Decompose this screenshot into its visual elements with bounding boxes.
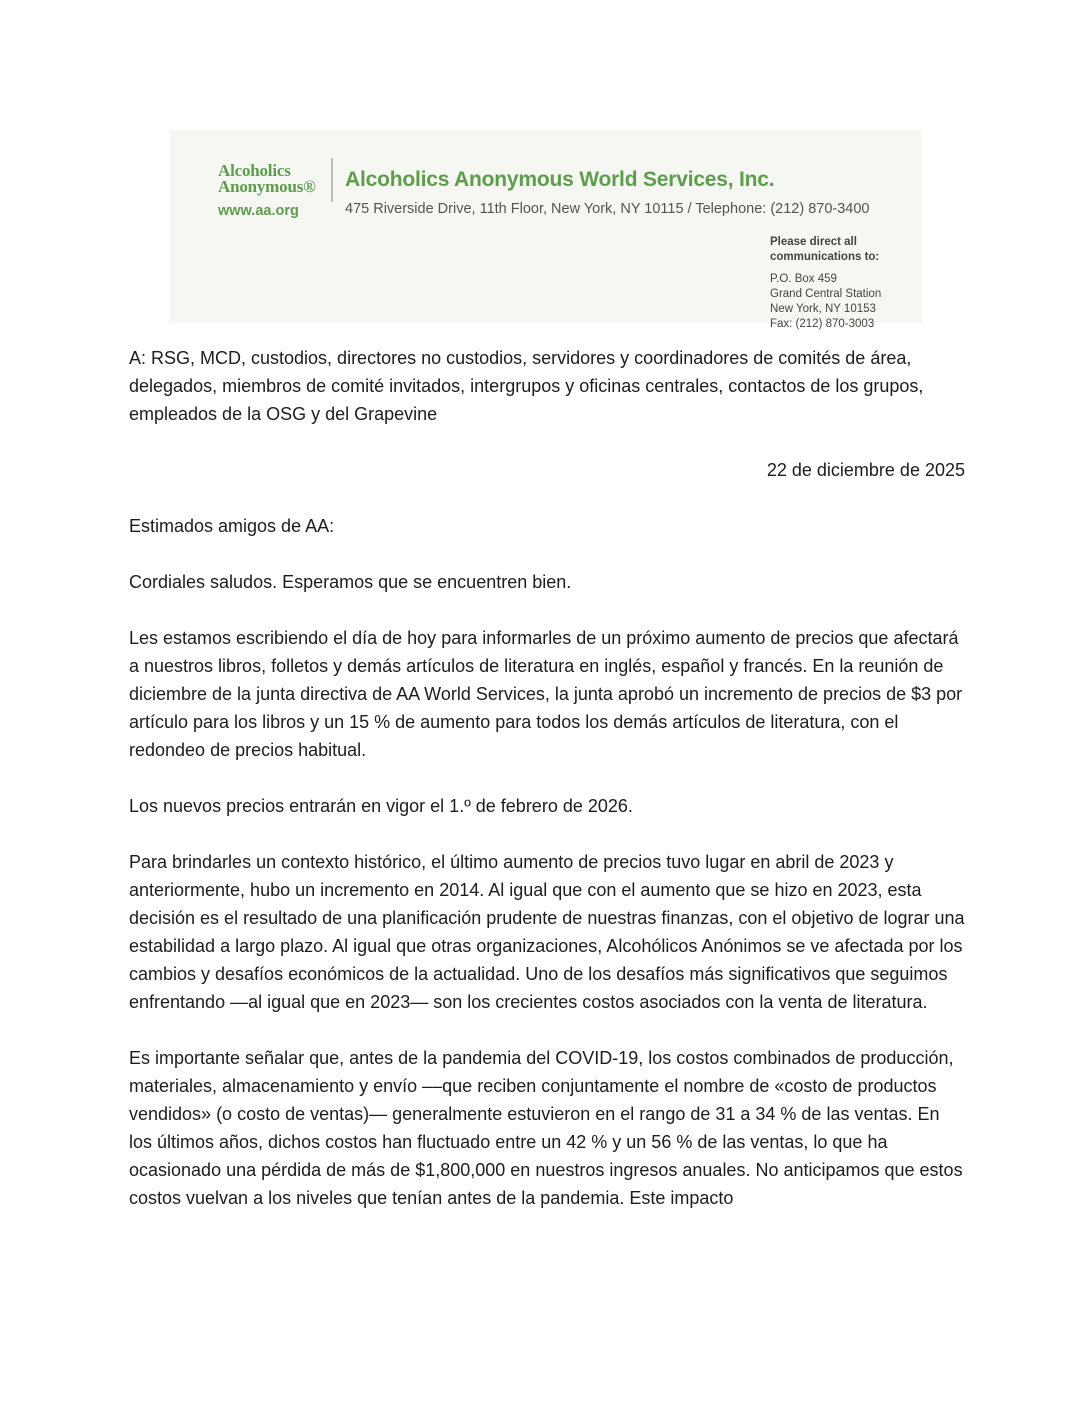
body-paragraph-announcement: Les estamos escribiendo el día de hoy para informarles de un próximo aumento de precios que afectará a nuestros libros, folletos y demás artículos de literatura en inglés, español y francés. En la reunión de diciembre de la junta directiva de AA World Services, la junta aprobó un incremento de precios de $3 por artículo para los libros y un 15 % de aumento para todos los demás artículos de literatura, con el redondeo de precios habitual. — [129, 628, 963, 760]
body-paragraph-historical-context: Para brindarles un contexto histórico, el último aumento de precios tuvo lugar en abril de 2023 y anteriormente, hubo un incremento en 2014. Al igual que con el aumento que se hizo en 2023, esta decisión es el resultado de una planificación prudente de nuestras finanzas, con el objetivo de lograr una estabilidad a largo plazo. Al igual que otras organizaciones, Alcohólicos Anónimos se ve afectada por los cambios y desafíos económicos de la actualidad. Uno de los desafíos más significativos que seguimos enfrentando —al igual que en 2023— son los crecientes costos asociados con la venta de literatura. — [129, 852, 965, 1012]
website-url: www.aa.org — [218, 203, 299, 219]
communications-heading-line1: Please direct all — [770, 236, 857, 248]
salutation: Estimados amigos de AA: — [129, 516, 335, 536]
body-paragraph-effective-date: Los nuevos precios entrarán en vigor el 1.º de febrero de 2026. — [129, 796, 633, 816]
letterhead-divider — [331, 158, 333, 202]
communications-heading — [770, 235, 910, 265]
body-paragraph-costs: Es importante señalar que, antes de la pandemia del COVID-19, los costos combinados de producción, materiales, almacenamiento y envío ––que reciben conjuntamente el nombre de «costo de productos vendidos» (o costo de ventas)— generalmente estuvieron en el rango de 31 a 34 % de las ventas. En los últimos años, dichos costos han fluctuado entre un 42 % y un 56 % de las ventas, lo que ha ocasionado una pérdida de más de $1,800,000 en nuestros ingresos anuales. No anticipamos que estos costos vuelvan a los niveles que tenían antes de la pandemia. Este impacto — [129, 1048, 963, 1208]
organization-name: Alcoholics Anonymous World Services, Inc. — [345, 168, 775, 191]
aa-logo — [218, 163, 316, 195]
date-line: 22 de diciembre de 2025 — [766, 460, 965, 480]
fax-line: Fax: (212) 870-3003 — [770, 318, 875, 330]
aa-logo-line2: Anonymous® — [218, 177, 316, 196]
greeting-paragraph: Cordiales saludos. Esperamos que se encuentren bien. — [129, 572, 572, 592]
letter-body — [129, 344, 965, 1240]
station-line: Grand Central Station — [770, 288, 882, 300]
communications-block — [770, 235, 910, 332]
po-box-line: P.O. Box 459 — [770, 273, 837, 285]
aa-logo-line1: Alcoholics — [218, 161, 291, 180]
letterhead — [170, 130, 922, 330]
recipients-paragraph: A: RSG, MCD, custodios, directores no custodios, servidores y coordinadores de comités de área, delegados, miembros de comité invitados, intergrupos y oficinas centrales, contactos de los grupos, empleados de la OSG y del Grapevine — [129, 348, 924, 424]
organization-address: 475 Riverside Drive, 11th Floor, New York, NY 10115 / Telephone: (212) 870-3400 — [345, 201, 870, 217]
city-line: New York, NY 10153 — [770, 303, 876, 315]
communications-heading-line2: communications to: — [770, 251, 880, 263]
